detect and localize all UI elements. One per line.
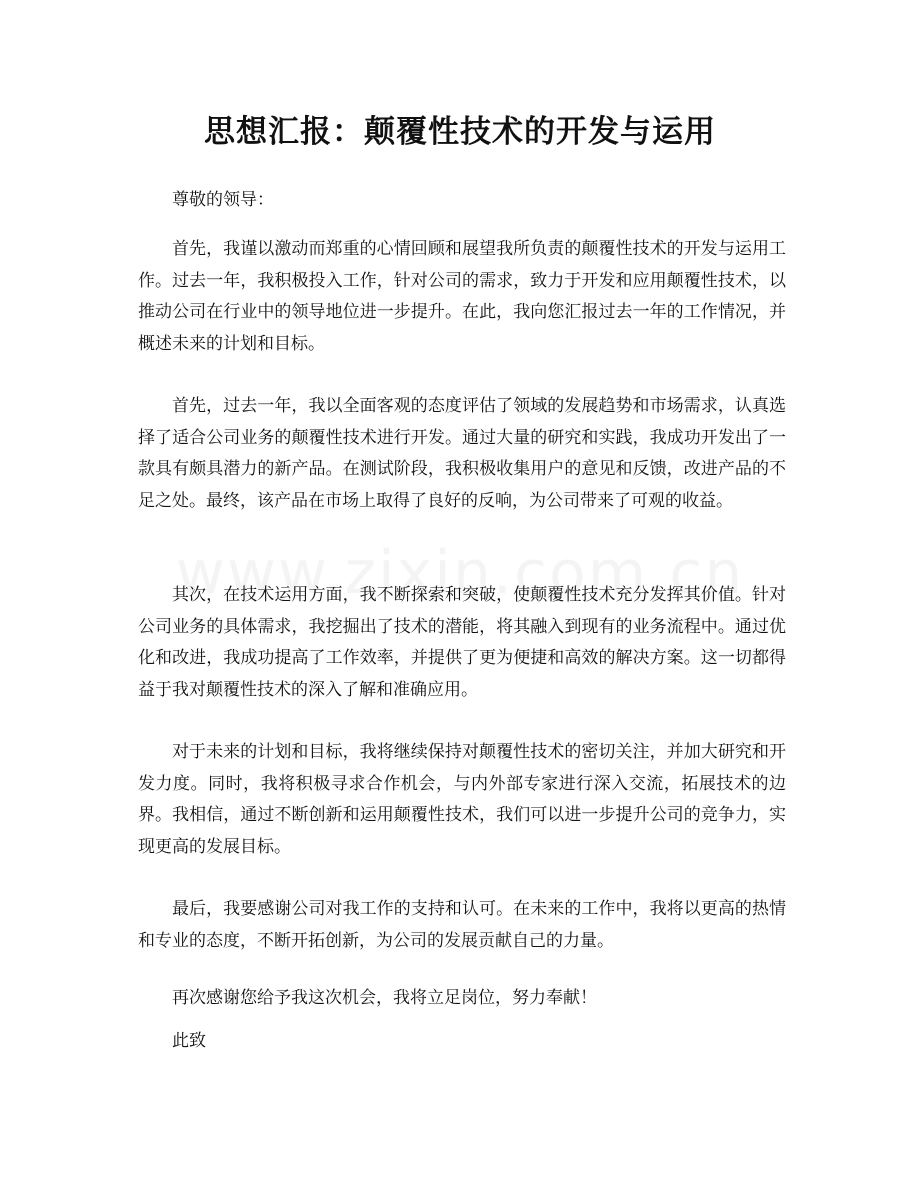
document-title: 思想汇报：颠覆性技术的开发与运用 bbox=[204, 114, 716, 150]
closing: 此致 bbox=[172, 1031, 206, 1051]
salutation: 尊敬的领导： bbox=[172, 190, 274, 210]
paragraph-5: 最后，我要感谢公司对我工作的支持和认可。在未来的工作中，我将以更高的热情和专业的态度，不断开拓创新，为公司的发展贡献自己的力量。 bbox=[138, 899, 786, 951]
paragraph-3: 其次，在技术运用方面，我不断探索和突破，使颠覆性技术充分发挥其价值。针对公司业务的具体需求，我挖掘出了技术的潜能，将其融入到现有的业务流程中。通过优化和改进，我成功提高了工作效率，并提供了更为便捷和高效的解决方案。这一切都得益于我对颠覆性技术的深入了解和准确应用。 bbox=[138, 585, 786, 700]
paragraph-1: 首先，我谨以激动而郑重的心情回顾和展望我所负责的颠覆性技术的开发与运用工作。过去一年，我积极投入工作，针对公司的需求，致力于开发和应用颠覆性技术，以推动公司在行业中的领导地位进一步提升。在此，我向您汇报过去一年的工作情况，并概述未来的计划和目标。 bbox=[138, 239, 786, 354]
paragraph-2: 首先，过去一年，我以全面客观的态度评估了领域的发展趋势和市场需求，认真选择了适合公司业务的颠覆性技术进行开发。通过大量的研究和实践，我成功开发出了一款具有颇具潜力的新产品。在测试阶段，我积极收集用户的意见和反馈，改进产品的不足之处。最终，该产品在市场上取得了良好的反响，为公司带来了可观的收益。 bbox=[138, 396, 786, 511]
paragraph-4: 对于未来的计划和目标，我将继续保持对颠覆性技术的密切关注，并加大研究和开发力度。同时，我将积极寻求合作机会，与内外部专家进行深入交流，拓展技术的边界。我相信，通过不断创新和运用颠覆性技术，我们可以进一步提升公司的竞争力，实现更高的发展目标。 bbox=[138, 742, 786, 857]
paragraph-6: 再次感谢您给予我这次机会，我将立足岗位，努力奉献！ bbox=[172, 988, 597, 1008]
